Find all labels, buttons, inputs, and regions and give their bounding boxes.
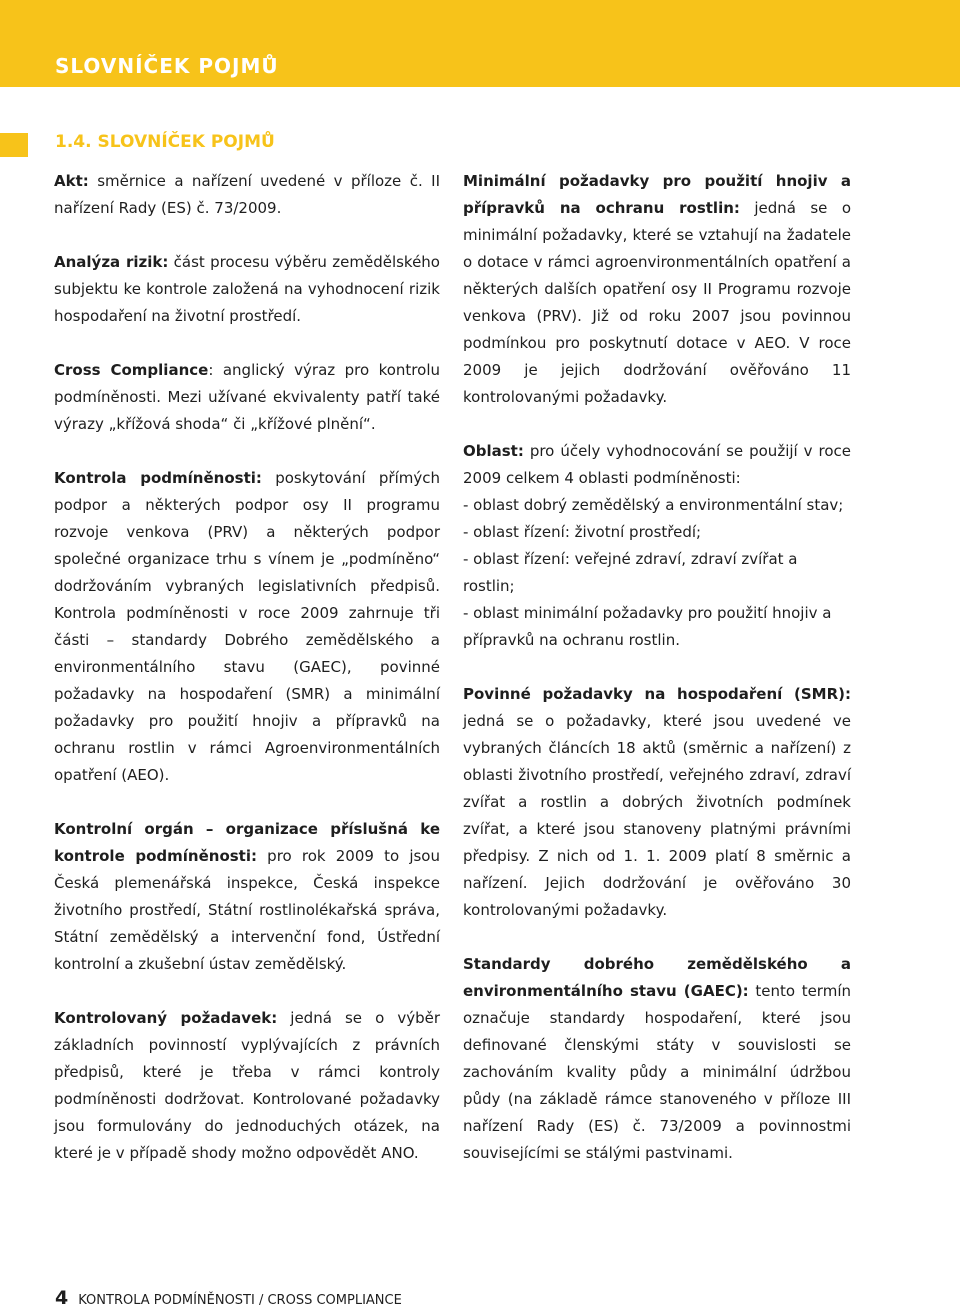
page-footer: [55, 1289, 402, 1308]
glossary-entry-cross-compliance: [54, 357, 440, 438]
definition: : anglický výraz pro kontrolu podmíněnosti. Mezi užívané ekvivalenty patří také výrazy „křížová shoda“ či „křížové plnění“.: [54, 361, 441, 433]
term: Povinné požadavky na hospodaření (SMR):: [463, 685, 851, 703]
term: Cross Compliance: [54, 361, 209, 379]
header-banner: [0, 0, 960, 87]
term: Standardy dobrého zemědělského a environmentálního stavu (GAEC):: [463, 955, 851, 1000]
header-title: SLOVNÍČEK POJMŮ: [55, 54, 279, 78]
glossary-entry-oblast: [463, 438, 851, 492]
left-column: [54, 168, 440, 1194]
list-item: - oblast dobrý zemědělský a environmentální stav;: [463, 496, 844, 514]
list-item: - oblast řízení: veřejné zdraví, zdraví zvířat a rostlin;: [463, 550, 798, 595]
definition: pro rok 2009 to jsou Česká plemenářská inspekce, Česká inspekce životního prostředí, Státní rostlinolékařská správa, Státní zemědělský a intervenční fond, Ústřední kontrolní a zkušební ústav zemědělský.: [54, 847, 440, 973]
definition: směrnice a nařízení uvedené v příloze č. II nařízení Rady (ES) č. 73/2009.: [54, 172, 440, 217]
term: Kontrola podmíněnosti:: [54, 469, 262, 487]
glossary-entry-kontrolni-organ: [54, 816, 440, 978]
definition: jedná se o výběr základních povinností vyplývajících z právních předpisů, které je třeba v rámci kontroly podmíněnosti dodržovat. Kontrolované požadavky jsou formulovány do jednoduchých otázek, na které je v případě shody možno odpovědět ANO.: [54, 1009, 440, 1162]
definition: část procesu výběru zemědělského subjektu ke kontrole založená na vyhodnocení rizik hospodaření na životní prostředí.: [54, 253, 440, 325]
term: Akt:: [54, 172, 89, 190]
term: Minimální požadavky pro použití hnojiv a přípravků na ochranu rostlin:: [463, 172, 851, 217]
definition: pro účely vyhodnocování se použijí v roce 2009 celkem 4 oblasti podmíněnosti:: [463, 442, 851, 487]
glossary-entry-kontrola-podminenosti: [54, 465, 440, 789]
section-title: 1.4. SLOVNÍČEK POJMŮ: [55, 132, 275, 152]
term: Kontrolovaný požadavek:: [54, 1009, 278, 1027]
definition: tento termín označuje standardy hospodaření, které jsou definované členskými státy v souvislosti se zachováním kvality půdy a minimální údržbou půdy (na základě rámce stanoveného v příloze III nařízení Rady (ES) č. 73/2009 a povinnostmi souvisejícími se stálými pastvinami.: [463, 982, 851, 1162]
publication-title: KONTROLA PODMÍNĚNOSTI / CROSS COMPLIANCE: [78, 1293, 402, 1308]
term: Kontrolní orgán – organizace příslušná ke kontrole podmíněnosti:: [54, 820, 440, 865]
glossary-entry-minimalni-pozadavky: [463, 168, 851, 411]
definition: jedná se o požadavky, které jsou uvedené ve vybraných článcích 18 aktů (směrnic a nařízení) z oblasti životního prostředí, veřejného zdraví, zdraví zvířat a rostlin a dobrých životních podmínek zvířat, a které jsou stanoveny platnými právními předpisy. Z nich od 1. 1. 2009 platí 8 směrnic a nařízení. Jejich dodržování je ověřováno 30 kontrolovanými požadavky.: [463, 712, 851, 919]
list-item: - oblast řízení: životní prostředí;: [463, 523, 702, 541]
term: Analýza rizik:: [54, 253, 169, 271]
glossary-entry-smr: [463, 681, 851, 924]
glossary-entry-analyza-rizik: [54, 249, 440, 330]
right-column: [463, 168, 851, 1194]
glossary-entry-kontrolovany-pozadavek: [54, 1005, 440, 1167]
term: Oblast:: [463, 442, 524, 460]
oblast-list: [463, 492, 851, 654]
page-number: 4: [55, 1287, 69, 1309]
definition: poskytování přímých podpor a některých podpor osy II programu rozvoje venkova (PRV) a některých podpor společné organizace trhu s vínem je „podmíněno“ dodržováním vybraných legislativních předpisů. Kontrola podmíněnosti v roce 2009 zahrnuje tři části – standardy Dobrého zemědělského a environmentálního stavu (GAEC), povinné požadavky na hospodaření (SMR) a minimální požadavky pro použití hnojiv a přípravků na ochranu rostlin v rámci Agroenvironmentálních opatření (AEO).: [54, 469, 440, 784]
glossary-entry-gaec: [463, 951, 851, 1167]
list-item: - oblast minimální požadavky pro použití hnojiv a přípravků na ochranu rostlin.: [463, 604, 832, 649]
glossary-entry-akt: [54, 168, 440, 222]
definition: jedná se o minimální požadavky, které se vztahují na žadatele o dotace v rámci agroenvironmentálních opatření a některých dalších opatření osy II Programu rozvoje venkova (PRV). Již od roku 2007 jsou povinnou podmínkou pro poskytnutí dotace v AEO. V roce 2009 je jejich dodržování ověřováno 11 kontrolovanými požadavky.: [463, 199, 851, 406]
section-marker: [0, 133, 28, 157]
